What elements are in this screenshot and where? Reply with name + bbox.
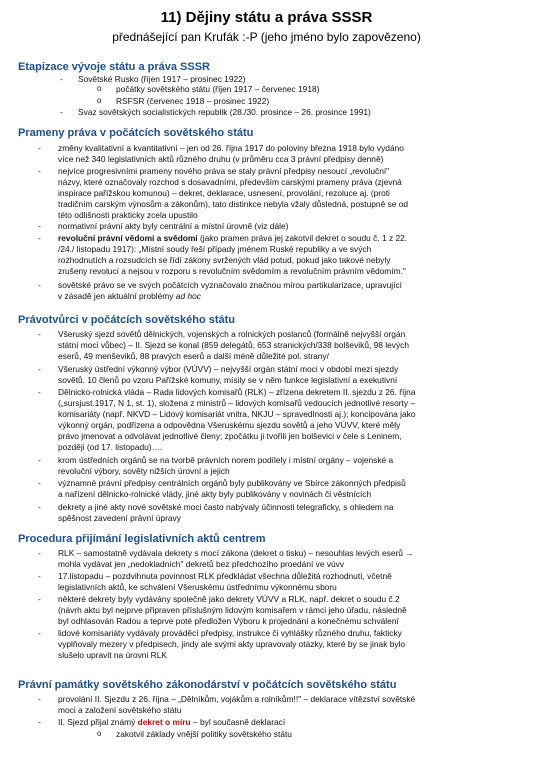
text-run: v zásadě jen aktuální problémy bbox=[58, 291, 176, 301]
text-line: a nařízení dělnicko-rolnické vlády, jiné akty byly publikovány v novinách či věstnících bbox=[58, 489, 372, 499]
text-line: významné právní předpisy centrálních orgánů byly publikovány ve Sbírce zákonných předpisů bbox=[58, 478, 406, 488]
page-subtitle: přednášející pan Krufák :-P (jeho jméno bylo zapovězeno) bbox=[112, 30, 421, 44]
list-bullet: o bbox=[97, 84, 102, 93]
text-line: právo jmenovat a odvolávat jednotlivé členy; zpočátku ji tvořili jen bolševici v čele s Leninem, bbox=[58, 431, 402, 441]
text-run: – byl současně deklarací bbox=[190, 717, 286, 727]
text-line: lidové komisariáty vydávaly prováděcí předpisy, instrukce či vyhlášky různého druhu, fakticky bbox=[58, 628, 402, 638]
text-line: dekrety a jiné akty nové sovětské moci často nabývaly účinnosti telegraficky, s ohledem na bbox=[58, 502, 394, 512]
section-heading-pravotvurci: Právotvůrci v počátcích sovětského státu bbox=[18, 314, 236, 326]
text-line: Všeruský sjezd sovětů dělnických, vojenských a rolnických poslanců (formálně nejvyšší orgán bbox=[58, 329, 406, 339]
text-line: Dělnicko-rolnická vláda – Rada lidových komisařů (RLK) – zřízena dekretem II. sjezdu z 26. října bbox=[58, 387, 416, 397]
section-heading-etapizace: Etapizace vývoje státu a práva SSSR bbox=[18, 61, 210, 73]
list-item: počátky sovětského státu (říjen 1917 – červenec 1918) bbox=[116, 84, 320, 94]
text-line: rozhodnutích a rozsudcích se řídí zákony svržených vlád potud, pokud jako takové nebyly bbox=[58, 255, 391, 265]
text-line: moci a založení sovětského státu bbox=[58, 705, 182, 715]
highlighted-term: dekret o míru bbox=[137, 717, 191, 727]
text-line: slušelo upravit na úrovni RLK bbox=[58, 650, 167, 660]
text-line: zakotvil základy vnější politiky sovětského státu bbox=[116, 729, 292, 739]
italic-term: ad hoc bbox=[175, 291, 201, 301]
list-bullet: - bbox=[38, 478, 41, 488]
text-line: (návrh aktu byl nejprve připraven příslušným lidovým komisařem v rámci jeho úřadu, následně bbox=[58, 605, 407, 615]
list-item: RSFSR (červenec 1918 – prosinec 1922) bbox=[116, 96, 270, 106]
text-line: legislativních aktů, ke schválení Všeruskému ústřednímu výkonnému sboru bbox=[58, 582, 337, 592]
section-heading-procedura: Procedura přijímání legislativních aktů centrem bbox=[18, 533, 266, 545]
text-line: některé dekrety byly vydávány společně jako dekrety VÚVV a RLK, např. dekret o soudu č.2 bbox=[58, 594, 400, 604]
text-line bbox=[58, 291, 201, 301]
list-bullet: o bbox=[97, 96, 102, 105]
text-line: sovětů. 10 členů po vzoru Pařížské komuny, mísily se v něm funkce legislativní a exekutivní bbox=[58, 375, 398, 385]
text-line: /24./ listopadu 1917): „Místní soudy řeší případy jménem Ruské republiky a ve svých bbox=[58, 244, 372, 254]
text-line: státní moci vůbec) – II. Sjezd se konal (859 delegátů, 653 stranických/338 bolševiků, 98 levých bbox=[58, 340, 410, 350]
list-bullet: - bbox=[38, 143, 41, 153]
list-bullet: - bbox=[60, 74, 63, 84]
text-line: výkonný orgán, podřízena a odpovědna Všeruskému sjezdu sovětů a jeho VÚVV, které měly bbox=[58, 420, 401, 430]
text-line: krom ústředních orgánů se na tvorbě právních norem podílely i místní orgány – vojenské a bbox=[58, 455, 394, 465]
list-bullet: - bbox=[38, 594, 41, 604]
text-line: RLK – samostatně vydávala dekrety s mocí zákona (dekret o tisku) – nesouhlas levých eserů → bbox=[58, 548, 414, 558]
list-bullet: - bbox=[38, 455, 41, 465]
list-bullet: - bbox=[38, 502, 41, 512]
text-line: tradičním carským výnosům a zákonům), tato distinkce nebyla vžaly důsledná, postupně se od bbox=[58, 199, 409, 209]
text-line: revoluční výbory, sověty nižších úrovní a jejich bbox=[58, 466, 230, 476]
list-bullet: - bbox=[38, 280, 41, 290]
text-line bbox=[58, 717, 285, 727]
text-line: inspirace pařížskou komunou) – dekret, deklarace, usnesení, provolání, rezoluce aj. (proti bbox=[58, 188, 390, 198]
text-run: II. Sjezd přijal známý bbox=[58, 717, 138, 727]
text-line: zrušeny revolucí a nejsou v rozporu s revolučním svědomím a revolučním právním vědomím." bbox=[58, 266, 406, 276]
page-title: 11) Dějiny státu a práva SSSR bbox=[160, 9, 373, 26]
text-line: později (od 17. listopadu)…. bbox=[58, 442, 163, 452]
text-line: („sursjust.1917, N 1, st. 1), složena z ministrů – lidových komisařů vedoucích jednotlivé resorty – bbox=[58, 398, 416, 408]
list-bullet: - bbox=[38, 329, 41, 339]
list-bullet: - bbox=[38, 166, 41, 176]
text-line: změny kvalitativní a kvantitativní – jen od 26. října 1917 do poloviny března 1918 bylo vydáno bbox=[58, 143, 404, 153]
text-line: názvy, které označovaly rozchod s dosavadními, především carskými prameny práva (zjevná bbox=[58, 177, 402, 187]
text-line: více než 340 legislativních aktů různého druhu (v průměru cca 3 právní předpisy denně) bbox=[58, 154, 384, 164]
list-bullet: - bbox=[38, 364, 41, 374]
list-bullet: - bbox=[38, 628, 41, 638]
text-line: nejvíce progresivními prameny nového práva se staly právní předpisy nesoucí „revoluční" bbox=[58, 166, 390, 176]
list-bullet: - bbox=[38, 221, 41, 231]
text-line: komisariáty (např. NKVD – Lidový komisariát vnitra, NKJU – spravedlnosti aj.); koncipována jako bbox=[58, 409, 416, 419]
list-item: Svaz sovětských socialistických republik (28./30. prosince – 26. prosince 1991) bbox=[78, 107, 371, 117]
text-line: této odlišnosti prakticky zcela upustilo bbox=[58, 210, 198, 220]
text-line: normativní právní akty byly centrální a místní úrovně (viz dále) bbox=[58, 221, 289, 231]
bold-term: revoluční právní vědomí a svědomí bbox=[58, 233, 198, 243]
section-heading-prameny: Prameny práva v počátcích sovětského státu bbox=[18, 127, 254, 139]
list-bullet: - bbox=[38, 233, 41, 243]
text-line: 17.listopadu – pozdvihnuta povinnost RLK předkládat všechna důležitá rozhodnutí, včetně bbox=[58, 571, 392, 581]
text-line: vyplňovaly mezery v předpisech, jindy ale svými akty upravovaly otázky, které by se jinak bylo bbox=[58, 639, 406, 649]
section-heading-pamatky: Právní památky sovětského zákonodárství v počátcích sovětského státu bbox=[18, 679, 397, 691]
list-bullet: - bbox=[38, 548, 41, 558]
list-bullet: - bbox=[38, 717, 41, 727]
list-bullet: - bbox=[38, 571, 41, 581]
list-bullet: o bbox=[97, 729, 102, 738]
text-line: Všeruský ústřední výkonný výbor (VÚVV) – nejvyšší orgán státní moci v období mezi sjezdy bbox=[58, 364, 399, 374]
list-bullet: - bbox=[38, 694, 41, 704]
text-line: spěšnost zavedení právní úpravy bbox=[58, 513, 181, 523]
list-bullet: - bbox=[60, 107, 63, 117]
text-line: byl odhlasován Radou a teprve poté předložen Výboru k projednání a konečnému schválení bbox=[58, 616, 399, 626]
text-run: (jako pramen práva jej zakotvil dekret o soudu č. 1 z 22. bbox=[197, 233, 408, 243]
text-line: eserů, 49 menševiků, 88 pravých eserů a další méně důležité pol. strany/ bbox=[58, 351, 329, 361]
text-line bbox=[58, 233, 407, 243]
list-bullet: - bbox=[38, 387, 41, 397]
list-item: Sovětské Rusko (říjen 1917 – prosinec 1922) bbox=[78, 74, 246, 84]
text-line: sovětské právo se ve svých počátcích vyznačovalo značnou mírou partikularizace, upravující bbox=[58, 280, 403, 290]
text-line: mohla vydávat jen „nedokladních" dekretů bez předchozího proedání ve vúvv bbox=[58, 559, 345, 569]
text-line: provolání II. Sjezdu z 26. října – „Dělníkům, vojákům a rolníkům!!" – deklarace vítězství sovětské bbox=[58, 694, 416, 704]
